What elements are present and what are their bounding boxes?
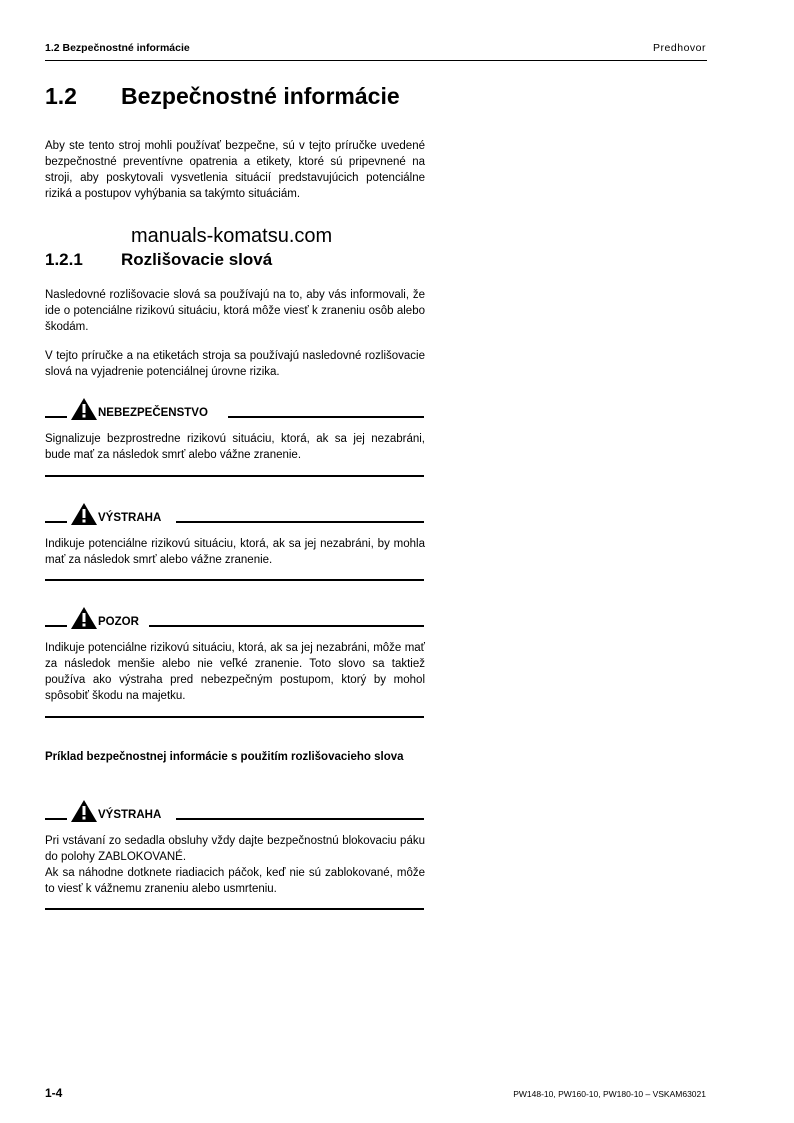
warning-triangle-icon bbox=[71, 607, 97, 629]
warning-signal-bar bbox=[45, 507, 424, 525]
model-code: PW148-10, PW160-10, PW180-10 – VSKAM63021 bbox=[513, 1089, 706, 1099]
danger-signal-bar bbox=[45, 402, 424, 420]
running-header-chapter: Predhovor bbox=[653, 42, 706, 54]
caution-bottom-rule bbox=[45, 716, 424, 718]
signal-line-right bbox=[228, 416, 424, 418]
warning-triangle-icon bbox=[71, 800, 97, 822]
signal-line-left bbox=[45, 521, 67, 523]
danger-bottom-rule bbox=[45, 475, 424, 477]
subsection-number: 1.2.1 bbox=[45, 250, 83, 269]
example-bottom-rule bbox=[45, 908, 424, 910]
running-header-section: 1.2 Bezpečnostné informácie bbox=[45, 42, 190, 54]
signal-line-right bbox=[149, 625, 424, 627]
caution-signal-word: POZOR bbox=[98, 616, 139, 628]
subsection-title: Rozlišovacie slová bbox=[121, 250, 273, 269]
signal-line-left bbox=[45, 416, 67, 418]
example-signal-word: VÝSTRAHA bbox=[98, 809, 162, 821]
warning-bottom-rule bbox=[45, 579, 424, 581]
signal-line-left bbox=[45, 625, 67, 627]
example-heading: Príklad bezpečnostnej informácie s použitím rozlišovacieho slova bbox=[45, 751, 404, 763]
warning-description: Indikuje potenciálne rizikovú situáciu, ktorá, ak sa jej nezabráni, by mohla mať za následok smrť alebo vážne zranenie. bbox=[45, 538, 425, 566]
danger-description: Signalizuje bezprostredne rizikovú situáciu, ktorá, ak sa jej nezabráni, bude mať za následok smrť alebo vážne zranenie. bbox=[45, 433, 425, 461]
page-number: 1-4 bbox=[45, 1086, 63, 1100]
signal-line-left bbox=[45, 818, 67, 820]
example-warning-signal-bar bbox=[45, 804, 424, 822]
caution-description: Indikuje potenciálne rizikovú situáciu, ktorá, ak sa jej nezabráni, môže mať za následok menšie alebo nie veľké zranenie. Toto slovo sa taktiež používa ako výstraha pred nebezpečným postupom, ktorý by mohol spôsobiť škodu na majetku. bbox=[45, 642, 425, 702]
section-number: 1.2 bbox=[45, 83, 77, 109]
example-text-1: Pri vstávaní zo sedadla obsluhy vždy dajte bezpečnostnú blokovaciu páku do polohy ZABLOKOVANÉ. bbox=[45, 835, 425, 863]
intro-paragraph: Aby ste tento stroj mohli používať bezpečne, sú v tejto príručke uvedené bezpečnostné preventívne opatrenia a etikety, ktoré sú pripevnené na stroji, aby poskytovali vysvetlenia situácií predstavujúcich potenciálne riziká a postupov vyhýbania sa takýmto situáciám. bbox=[45, 140, 425, 200]
warning-signal-word: VÝSTRAHA bbox=[98, 512, 162, 524]
warning-triangle-icon bbox=[71, 503, 97, 525]
signal-words-usage-paragraph: V tejto príručke a na etiketách stroja sa používajú nasledovné rozlišovacie slová na vyjadrenie potenciálnej úrovne rizika. bbox=[45, 350, 425, 378]
signal-line-right bbox=[176, 818, 424, 820]
page-title: Bezpečnostné informácie bbox=[121, 83, 400, 109]
watermark-text: manuals-komatsu.com bbox=[131, 225, 333, 247]
warning-triangle-icon bbox=[71, 398, 97, 420]
example-text-2: Ak sa náhodne dotknete riadiacich páčok, keď nie sú zablokované, môže to viesť k vážnemu zraneniu alebo usmrteniu. bbox=[45, 867, 425, 895]
signal-line-right bbox=[176, 521, 424, 523]
caution-signal-bar bbox=[45, 611, 424, 629]
header-rule bbox=[45, 60, 707, 61]
danger-signal-word: NEBEZPEČENSTVO bbox=[98, 407, 208, 419]
signal-words-paragraph: Nasledovné rozlišovacie slová sa používajú na to, aby vás informovali, že ide o potenciálne rizikovú situáciu, ktorá môže viesť k zraneniu osôb alebo škodám. bbox=[45, 289, 425, 333]
